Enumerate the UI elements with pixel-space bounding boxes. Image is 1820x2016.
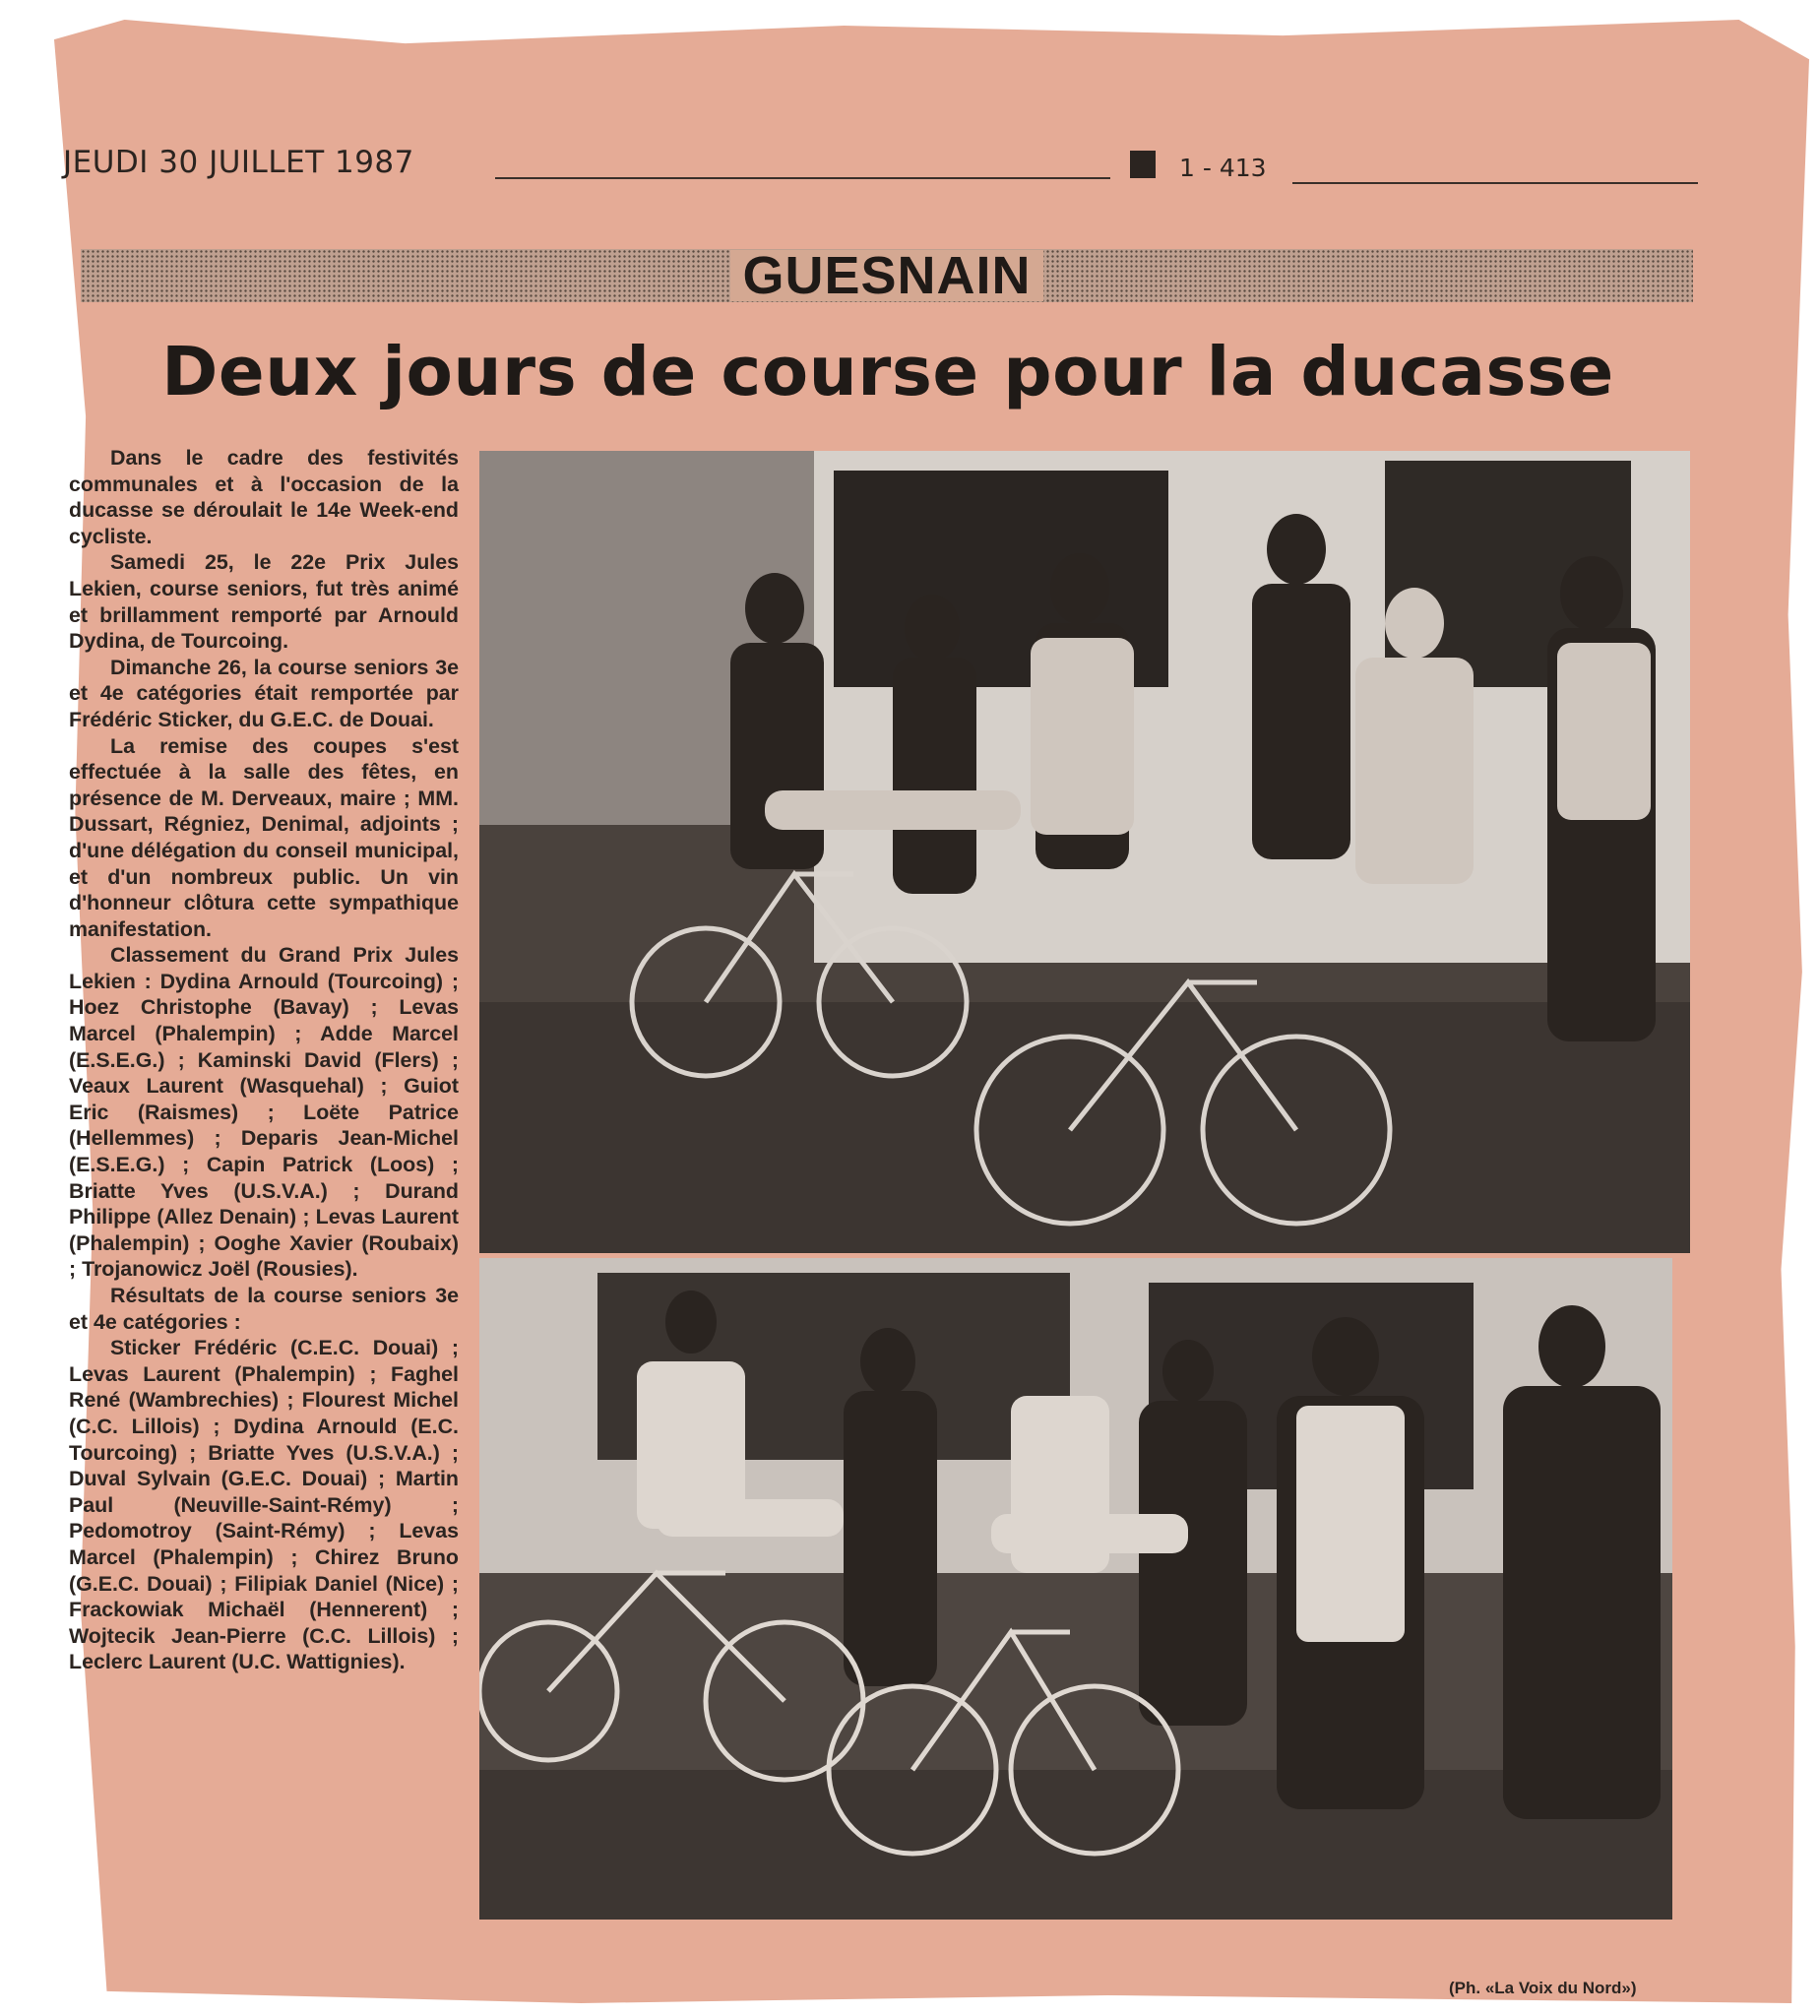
article-paragraph: Résultats de la course seniors 3e et 4e catégories : — [69, 1284, 459, 1334]
section-title: GUESNAIN — [730, 250, 1042, 301]
article-paragraph: Dimanche 26, la course seniors 3e et 4e catégories était remportée par Frédéric Sticker, du G.E.C. de Douai. — [69, 655, 459, 731]
article-paragraph: Dans le cadre des festivités communales et à l'occasion de la ducasse se déroulait le 14e Week-end cycliste. — [69, 446, 459, 548]
header-rule-left — [495, 177, 1110, 179]
article-paragraph: Classement du Grand Prix Jules Lekien : Dydina Arnould (Tourcoing) ; Hoez Christophe (Bavay) ; Levas Marcel (Phalempin) ; Adde Marcel (E.S.E.G.) ; Kaminski David (Flers) ; Veaux Laurent (Wasquehal) ; Guiot Eric (Raismes) ; Loëte Patrice (Hellemmes) ; Deparis Jean-Michel (E.S.E.G.) ; Capin Patrick (Loos) ; Briatte Yves (U.S.V.A.) ; Durand Philippe (Allez Denain) ; Levas Laurent (Phalempin) ; Ooghe Xavier (Roubaix) ; Trojanowicz Joël (Rousies). — [69, 943, 459, 1282]
section-band — [81, 246, 1693, 305]
headline: Deux jours de course pour la ducasse — [161, 333, 1614, 411]
article-paragraph: Sticker Frédéric (C.E.C. Douai) ; Levas Laurent (Phalempin) ; Faghel René (Wambrechies) ; Flourest Michel (C.C. Lillois) ; Dydina Arnould (E.C. Tourcoing) ; Briatte Yves (U.S.V.A.) ; Duval Sylvain (G.E.C. Douai) ; Martin Paul (Neuville-Saint-Rémy) ; Pedomotroy (Saint-Rémy) ; Levas Marcel (Phalempin) ; Chirez Bruno (G.E.C. Douai) ; Filipiak Daniel (Nice) ; Frackowiak Michaël (Hennerent) ; Wojtecik Jean-Pierre (C.C. Lillois) ; Leclerc Laurent (U.C. Wattignies). — [69, 1336, 459, 1674]
publication-date: JEUDI 30 JUILLET 1987 — [63, 145, 414, 180]
article-body — [69, 445, 459, 1675]
photo-credit: (Ph. «La Voix du Nord») — [1449, 1979, 1637, 1997]
article-paragraph: Samedi 25, le 22e Prix Jules Lekien, course seniors, fut très animé et brillamment remporté par Arnould Dydina, de Tourcoing. — [69, 550, 459, 654]
photo-podium-group — [479, 451, 1690, 1253]
photo-winners-group — [479, 1258, 1672, 1920]
article-paragraph: La remise des coupes s'est effectuée à la salle des fêtes, en présence de M. Derveaux, maire ; MM. Dussart, Régniez, Denimal, adjoints ; d'une délégation du conseil municipal, et d'un nombreux public. Un vin d'honneur clôtura cette sympathique manifestation. — [69, 733, 459, 941]
photo-winners-illustration — [479, 1258, 1672, 1920]
photo-podium-illustration — [479, 451, 1690, 1253]
header-rule-right — [1292, 182, 1698, 184]
page-marker-square — [1130, 151, 1156, 178]
page-number: 1 - 413 — [1179, 154, 1267, 182]
